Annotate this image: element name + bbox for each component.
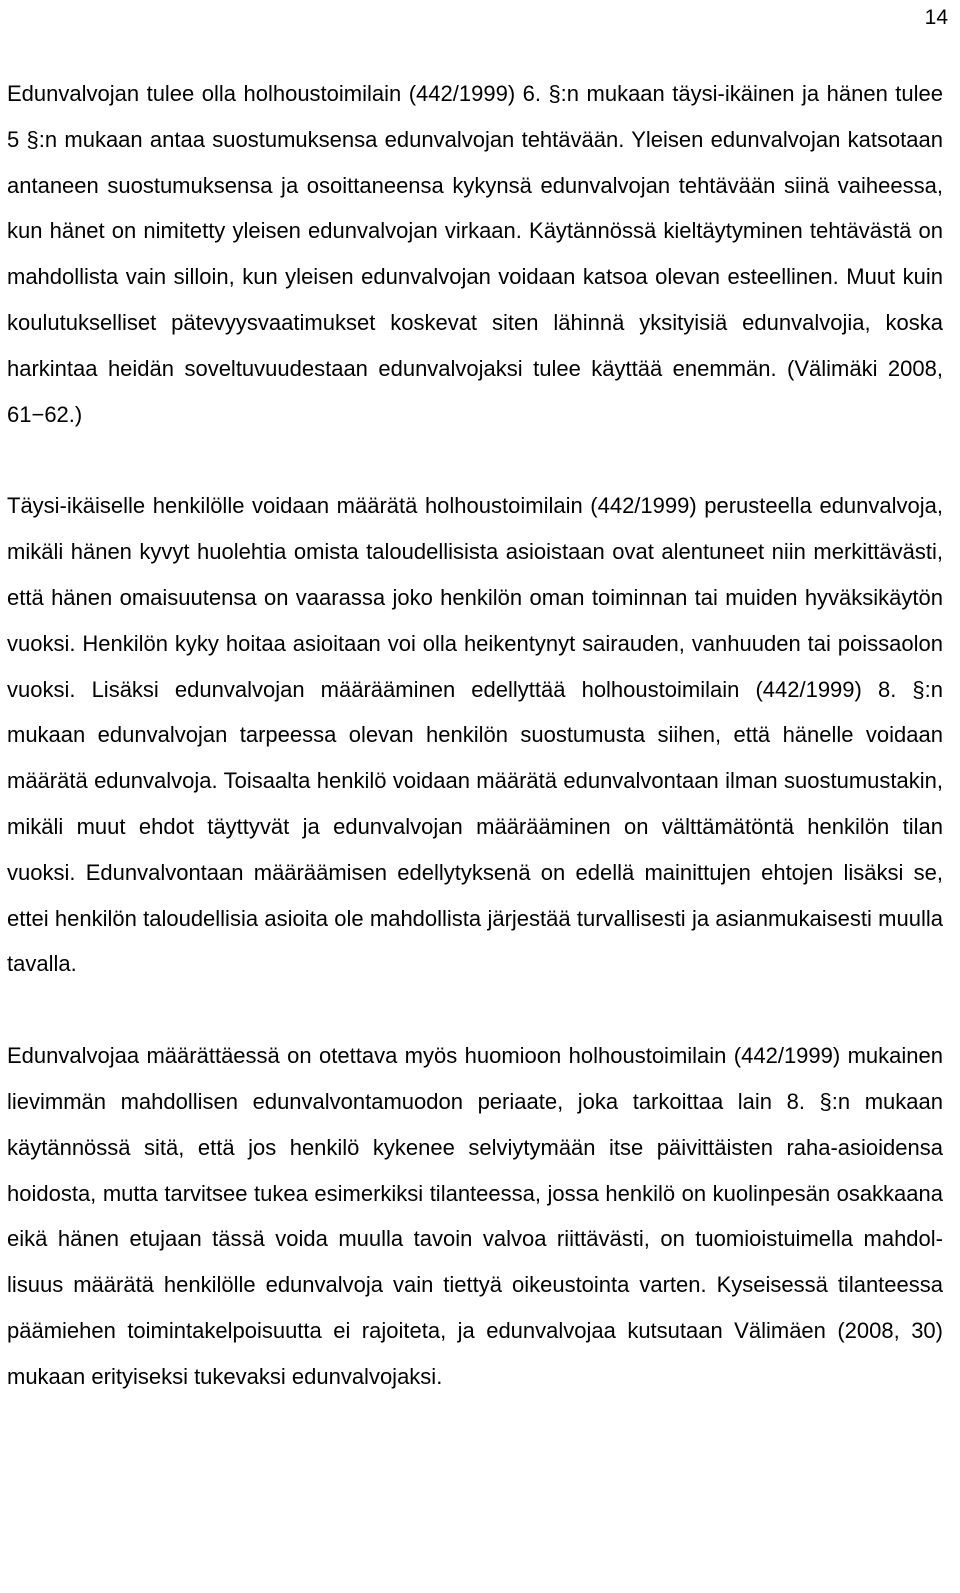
page-number: 14 [924,6,948,29]
paragraph-qualifications: Edunvalvojan tulee olla holhoustoimilain (442/1999) 6. §:n mukaan täysi-ikäinen ja hänen tulee 5 §:n mukaan antaa suostumuksensa edunvalvojan tehtävään. Yleisen edunvalvojan katsotaan antaneen suostumuksensa ja osoittaneensa kykynsä edunvalvojan tehtävään siinä vaiheessa, kun hänet on nimitetty yleisen edunvalvojan virkaan. Käytännössä kieltäytyminen tehtävästä on mahdollista vain silloin, kun yleisen edunvalvojan voidaan katsoa olevan esteellinen. Muut kuin koulutukselliset pätevyysvaatimukset koskevat siten lähinnä yksityisiä edunvalvojia, koska harkintaa heidän soveltuvuudestaan edunvalvojaksi tulee käyttää enemmän. (Välimäki 2008, 61−62.) [7,81,943,427]
body-text [7,71,943,1400]
paragraph-mildest-form-principle: Edunvalvojaa määrättäessä on otettava myös huomioon holhoustoimilain (442/1999) mukainen lievimmän mahdollisen edunvalvontamuodon periaate, joka tarkoittaa lain 8. §:n mukaan käytännössä sitä, että jos henkilö kykenee selviytymään itse päivittäisten raha-asioidensa hoidosta, mutta tarvitsee tukea esimerkiksi tilanteessa, jossa henkilö on kuolinpesän osakkaana eikä hänen etujaan tässä voida muulla tavoin valvoa riittävästi, on tuomioistuimella mahdollisuus määrätä henkilölle edunvalvoja vain tiettyä oikeustointa varten. Kyseisessä tilanteessa päämiehen toimintakelpoisuutta ei rajoiteta, ja edunvalvojaa kutsutaan Välimäen (2008, 30) mukaan erityiseksi tukevaksi edunvalvojaksi. [7,1043,943,1389]
paragraph-appointment-conditions: Täysi-ikäiselle henkilölle voidaan määrätä holhoustoimilain (442/1999) perusteella edunvalvoja, mikäli hänen kyvyt huolehtia omista taloudellisista asioistaan ovat alentuneet niin merkittävästi, että hänen omaisuutensa on vaarassa joko henkilön oman toiminnan tai muiden hyväksikäytön vuoksi. Henkilön kyky hoitaa asioitaan voi olla heikentynyt sairauden, vanhuuden tai poissaolon vuoksi. Lisäksi edunvalvojan määrääminen edellyttää holhoustoimilain (442/1999) 8. §:n mukaan edunvalvojan tarpeessa olevan henkilön suostumusta siihen, että hänelle voidaan määrätä edunvalvoja. Toisaalta henkilö voidaan määrätä edunvalvontaan ilman suostumustakin, mikäli muut ehdot täyttyvät ja edunvalvojan määrääminen on välttämätöntä henkilön tilan vuoksi. Edunvalvontaan määräämisen edellytyksenä on edellä mainittujen ehtojen lisäksi se, ettei henkilön taloudellisia asioita ole mahdollista järjestää turvallisesti ja asianmukaisesti muulla tavalla. [7,493,943,977]
